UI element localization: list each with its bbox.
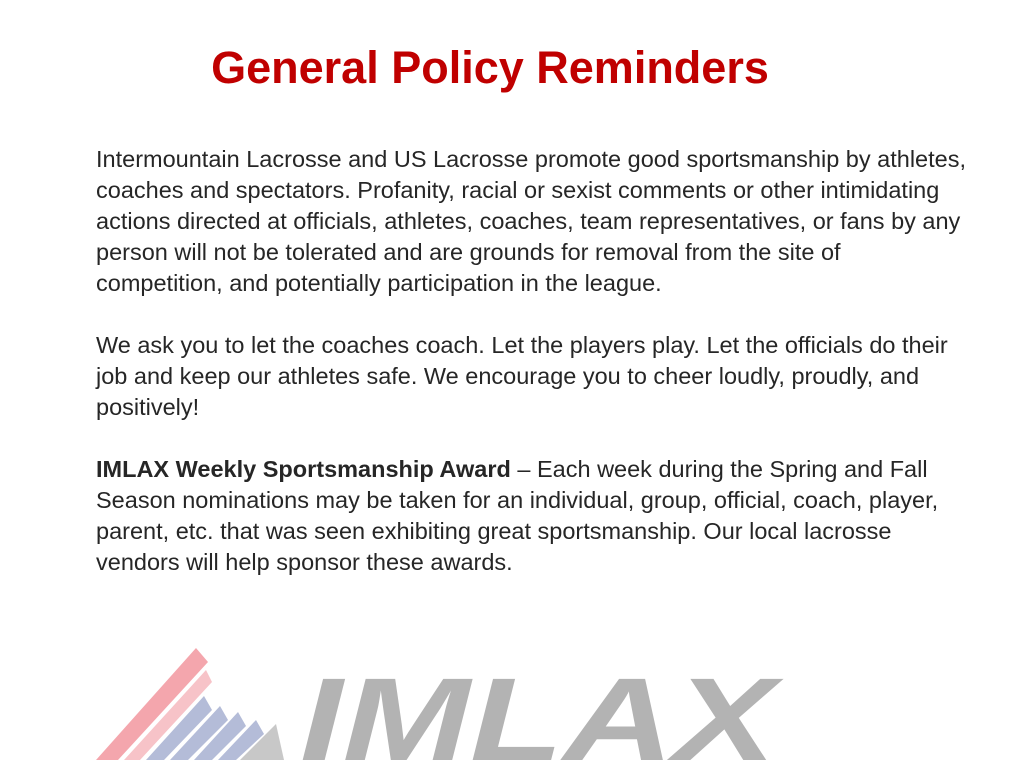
award-paragraph [96,454,966,578]
logo-wordmark: IMLAX [300,654,785,768]
policy-paragraph: Intermountain Lacrosse and US Lacrosse promote good sportsmanship by athletes, coaches and spectators. Profanity, racial or sexist comments or other intimidating actions directed at officials, athletes, coaches, team representatives, or fans by any person will not be tolerated and are grounds for removal from the site of competition, and potentially participation in the league. [96,146,966,296]
imlax-logo [0,640,1024,768]
body-text [96,144,966,609]
logo-stripes-icon [96,648,284,760]
award-title: IMLAX Weekly Sportsmanship Award [96,456,511,482]
award-description: – Each week during the Spring and Fall Season nominations may be taken for an individual, group, official, coach, player, parent, etc. that was seen exhibiting great sportsmanship. Our local lacrosse vendors will help sponsor these awards. [96,456,939,575]
page-title: General Policy Reminders [211,42,769,93]
encouragement-paragraph: We ask you to let the coaches coach. Let the players play. Let the officials do their job and keep our athletes safe. We encourage you to cheer loudly, proudly, and positively! [96,332,948,420]
